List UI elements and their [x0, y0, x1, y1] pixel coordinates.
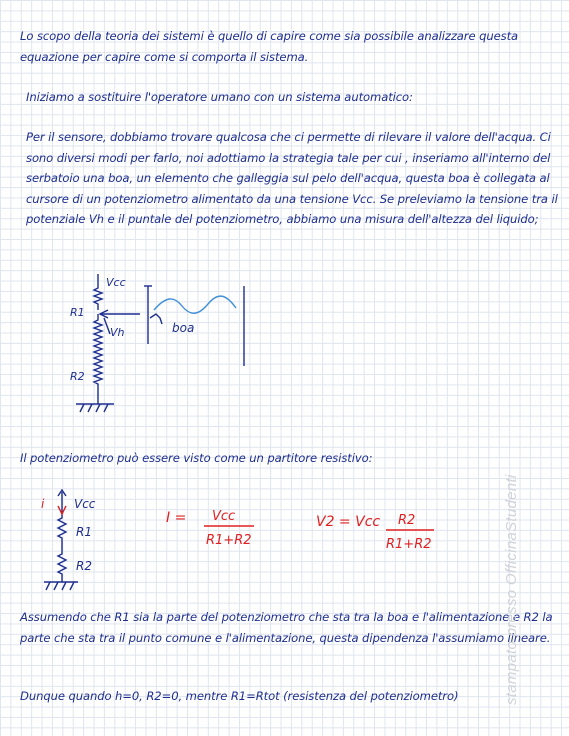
sketch2-vcc-label: Vcc	[74, 497, 96, 511]
sketch2-current-label: i	[41, 497, 45, 511]
formula-voltage-numerator: R2	[398, 513, 416, 528]
sketch1-vh-label: Vh	[110, 326, 125, 339]
sketch1-boa-label: boa	[172, 321, 195, 335]
sketch1-vcc-label: Vcc	[106, 276, 126, 289]
watermark: stampato presso OfficinaStudenti	[503, 474, 520, 705]
paragraph-assumption: Assumendo che R1 sia la parte del potenziometro che sta tra la boa e l'alimentazione e R2 la parte che sta tra il punto comune e l'alimentazione, questa dipendenza l'assumiamo lineare.	[20, 610, 553, 645]
resistive-divider-sketch	[36, 488, 456, 598]
sketch2-r1-label: R1	[76, 525, 92, 539]
sketch1-r1-label: R1	[70, 306, 85, 319]
paragraph-conclusion: Dunque quando h=0, R2=0, mentre R1=Rtot (resistenza del potenziometro)	[20, 689, 459, 703]
paragraph-intro: Lo scopo della teoria dei sistemi è quello di capire come sia possibile analizzare questa equazione per capire come si comporta il sistema.	[20, 29, 519, 64]
formula-current-denominator: R1+R2	[206, 533, 252, 548]
paragraph-automatic-system: Iniziamo a sostituire l'operatore umano con un sistema automatico:	[26, 90, 413, 104]
paragraph-sensor: Per il sensore, dobbiamo trovare qualcosa che ci permette di rilevare il valore dell'acqua. Ci sono diversi modi per farlo, noi adottiamo la strategia tale per cui , inseriamo all'interno del serbatoio una boa, un elemento che galleggia sul pelo dell'acqua, questa boa è collegata al cursore di un potenziometro alimentato da una tensione Vcc. Se preleviamo la tensione tra il potenziale Vh e il puntale del potenziometro, abbiamo una misura dell'altezza del liquido;	[26, 130, 558, 227]
potentiometer-float-sketch	[70, 266, 270, 416]
sketch2-r2-label: R2	[76, 559, 92, 573]
sketch1-r2-label: R2	[70, 370, 85, 383]
formula-voltage-denominator: R1+R2	[386, 537, 432, 552]
formula-current-lhs: I =	[166, 510, 187, 526]
formula-voltage-lhs: V2 = Vcc	[316, 514, 381, 530]
paragraph-divider: Il potenziometro può essere visto come un partitore resistivo:	[20, 451, 373, 465]
formula-current-numerator: Vcc	[212, 509, 236, 524]
